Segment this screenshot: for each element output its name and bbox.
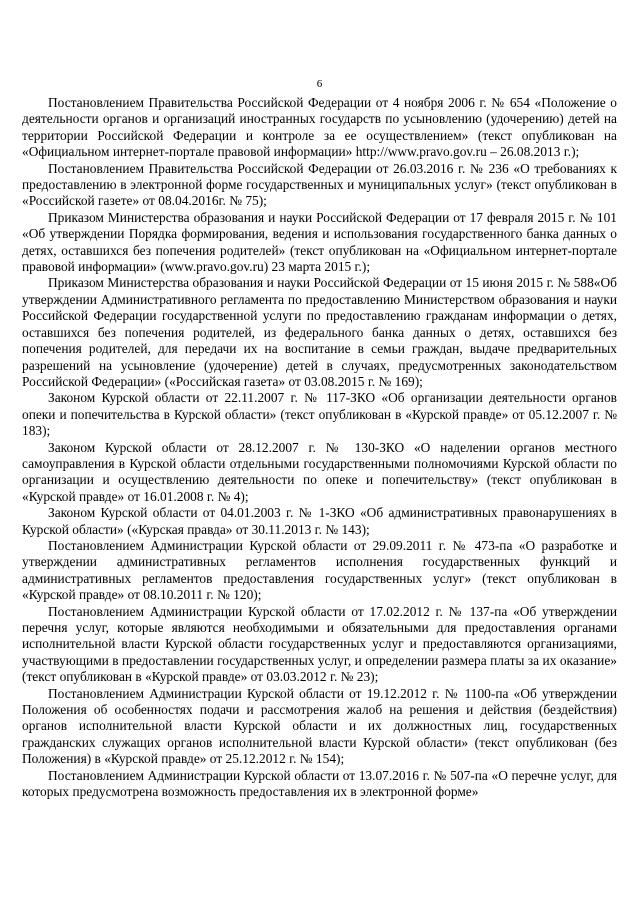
paragraph: Законом Курской области от 04.01.2003 г. № 1-ЗКО «Об административных правонарушениях в Курской области» («Курская правда» от 30.11.2013 г. № 143); [22, 505, 617, 537]
paragraph: Постановлением Администрации Курской области от 13.07.2016 г. № 507-па «О перечне услуг, для которых предусмотрена возможность предоставления их в электронной форме» [22, 767, 617, 800]
paragraph: Приказом Министерства образования и науки Российской Федерации от 17 февраля 2015 г. № 101 «Об утверждении Порядка формирования, ведения и использования государственного банка данных о детях, оставшихся без попечения родителей» (текст опубликован на «Официальном интернет-портале правовой информации» (www.pravo.gov.ru) 23 марта 2015 г.); [22, 209, 617, 275]
paragraph: Постановлением Администрации Курской области от 19.12.2012 г. № 1100-па «Об утверждении Положения об особенностях подачи и рассмотрения жалоб на решения и действия (бездействия) органов исполнительной власти Курской области и их должностных лиц, государственных гражданских служащих органов исполнительной власти Курской области» (текст опубликован (без Положения) в «Курской правде» от 25.12.2012 г. № 154); [22, 685, 617, 767]
paragraph: Приказом Министерства образования и науки Российской Федерации от 15 июня 2015 г. № 588«Об утверждении Административного регламента по предоставлению Министерством образования и науки Российской Федерации государственной услуги по предоставлению гражданам информации о детях, оставшихся без попечения родителей, из федерального банка данных о детях, оставшихся без попечения родителей, для передачи их на воспитание в семьи граждан, выдаче предварительных разрешений на усыновление (удочерение) детей в случаях, предусмотренных законодательством Российской Федерации» («Российская газета» от 03.08.2015 г. № 169); [22, 275, 617, 389]
paragraph: Постановлением Администрации Курской области от 29.09.2011 г. № 473-па «О разработке и утверждении административных регламентов исполнения государственных функций и административных регламентов предоставления государственных услуг» (текст опубликован в «Курской правде» от 08.10.2011 г. № 120); [22, 537, 617, 603]
page-number: 6 [316, 78, 323, 90]
paragraph: Постановлением Правительства Российской Федерации от 26.03.2016 г. № 236 «О требованиях к предоставлению в электронной форме государственных и муниципальных услуг» (текст опубликован в «Российской газете» от 08.04.2016г. № 75); [22, 160, 617, 209]
paragraph: Постановлением Правительства Российской Федерации от 4 ноября 2006 г. № 654 «Положение о деятельности органов и организаций иностранных государств по усыновлению (удочерению) детей на территории Российской Федерации и контроле за ее осуществлением» (текст опубликован на «Официальном интернет-портале правовой информации» http://www.pravo.gov.ru – 26.08.2013 г.); [22, 95, 617, 160]
paragraph: Законом Курской области от 22.11.2007 г. № 117-ЗКО «Об организации деятельности органов опеки и попечительства в Курской области» (текст опубликован в «Курской правде» от 05.12.2007 г. № 183); [22, 390, 617, 439]
paragraph: Постановлением Администрации Курской области от 17.02.2012 г. № 137-па «Об утверждении перечня услуг, которые являются необходимыми и обязательными для предоставления органами исполнительной власти Курской области государственных услуг и предоставляются организациями, участвующими в предоставлении государственных услуг, и определении размера платы за их оказание» (текст опубликован в «Курской правде» от 03.03.2012 г. № 23); [22, 603, 617, 685]
document-body [22, 95, 617, 800]
paragraph: Законом Курской области от 28.12.2007 г. № 130-ЗКО «О наделении органов местного самоуправления в Курской области отдельными государственными полномочиями Курской области по организации и осуществлению деятельности по опеке и попечительству» (текст опубликован в «Курской правде» от 16.01.2008 г. № 4); [22, 439, 617, 504]
